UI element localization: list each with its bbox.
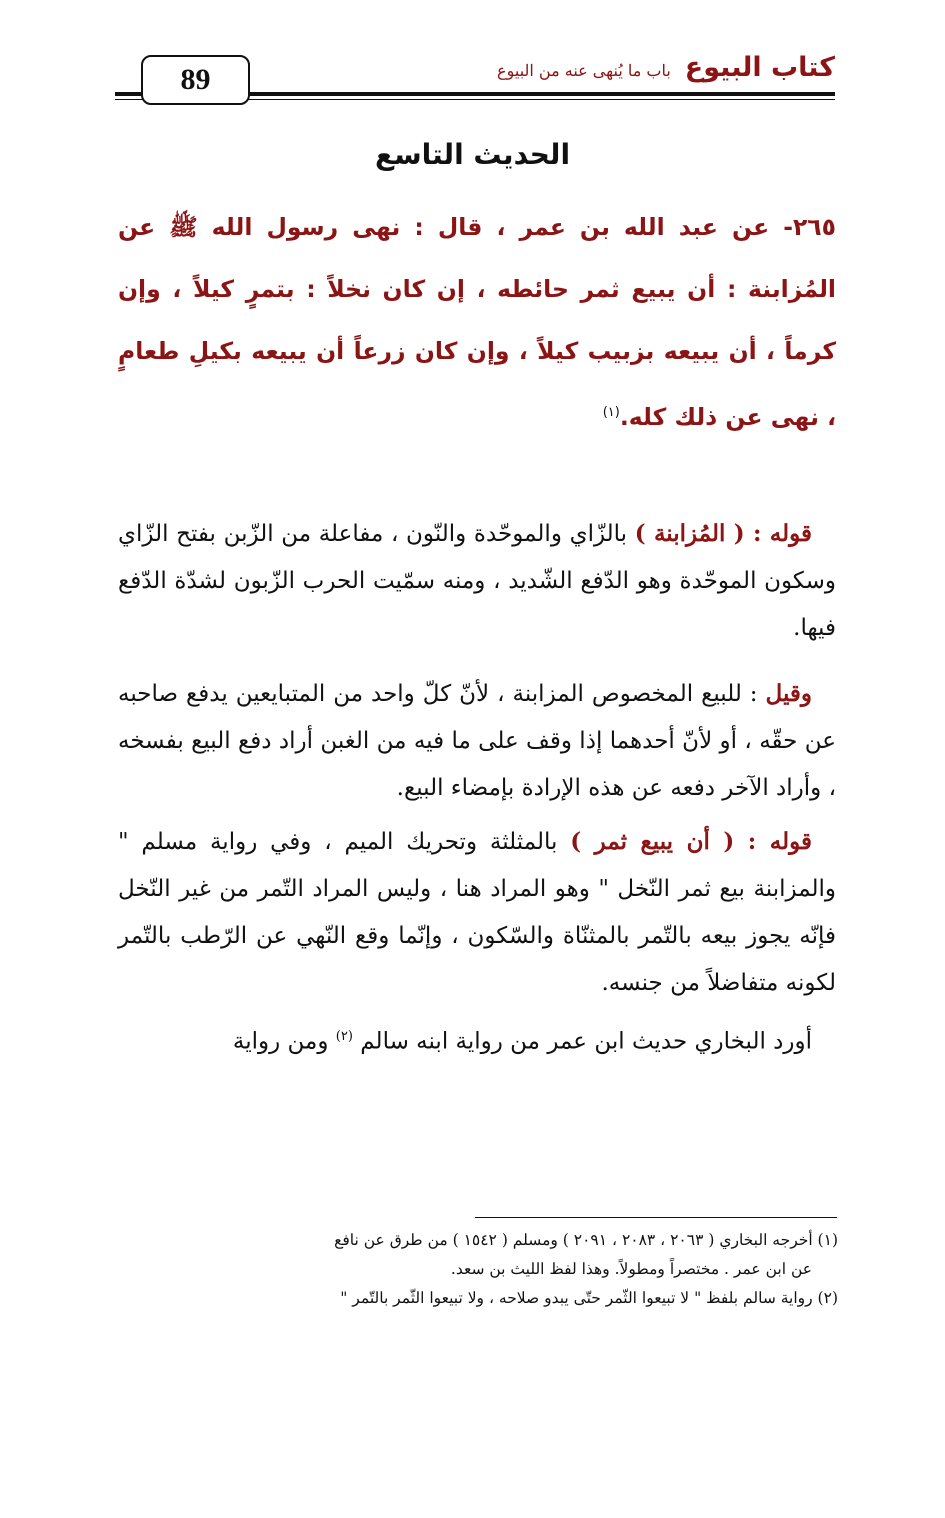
term-label: قوله : ( المُزابنة ): [634, 520, 812, 547]
footnote-separator: [475, 1217, 837, 1218]
chapter-title: باب ما يُنهى عنه من البيوع: [497, 61, 671, 80]
footnote-1-continued: عن ابن عمر . مختصراً ومطولاً. وهذا لفظ الليث بن سعد.: [450, 1260, 812, 1278]
section-title: الحديث التاسع: [374, 138, 571, 171]
paragraph-text: بالزّاي والموحّدة والنّون ، مفاعلة من الزّبن بفتح الزّاي وسكون الموحّدة وهو الدّفع الشّديد ، ومنه سمّيت الحرب الزّبون لشدّة الدّفع فيها.: [118, 521, 836, 641]
paragraph-bukhari: [118, 1013, 836, 1066]
term-label: وقيل: [765, 680, 812, 707]
paragraph-qila: [118, 670, 836, 812]
page-number: 89: [180, 63, 211, 96]
page-number-box: [141, 55, 250, 105]
hadith-text: [118, 196, 836, 448]
paragraph-text-end: ومن رواية: [232, 1028, 336, 1055]
running-header: [497, 52, 835, 83]
footnotes: [118, 1226, 838, 1313]
paragraph-thamar: [118, 818, 836, 1007]
footnote-ref-2: (٢): [335, 1029, 353, 1044]
hadith-body: ٢٦٥- عن عبد الله بن عمر ، قال : نهى رسول الله ﷺ عن المُزابنة : أن يبيع ثمر حائطه ، إن كان نخلاً : بتمرٍ كيلاً ، وإن كرماً ، أن يبيعه بزبيب كيلاً ، وإن كان زرعاً أن يبيعه بكيلِ طعامٍ ، نهى عن ذلك كله.: [118, 213, 836, 431]
footnote-ref-1: (١): [602, 405, 620, 420]
footnote-1: (١) أخرجه البخاري ( ٢٠٦٣ ، ٢٠٨٣ ، ٢٠٩١ ) ومسلم ( ١٥٤٢ ) من طرق عن نافع: [334, 1231, 838, 1249]
term-label: قوله : ( أن يبيع ثمر ): [570, 828, 812, 855]
paragraph-text: أورد البخاري حديث ابن عمر من رواية ابنه سالم: [352, 1028, 812, 1055]
paragraph-muzabana: [118, 510, 836, 652]
commentary: [118, 510, 836, 1084]
book-title: كتاب البيوع: [684, 52, 835, 83]
paragraph-text: بالمثلثة وتحريك الميم ، وفي رواية مسلم " والمزابنة بيع ثمر النّخل " وهو المراد هنا ، وليس المراد التّمر من غير النّخل فإنّه يجوز بيعه بالتّمر بالمثنّاة والسّكون ، وإنّما وقع النّهي عن الرّطب بالتّمر لكونه متفاضلاً من جنسه.: [118, 829, 836, 996]
paragraph-text: : للبيع المخصوص المزابنة ، لأنّ كلّ واحد من المتبايعين يدفع صاحبه عن حقّه ، أو لأنّ أحدهما إذا وقف على ما فيه من الغبن أراد دفع البيع بفسخه ، وأراد الآخر دفعه عن هذه الإرادة بإمضاء البيع.: [118, 681, 836, 801]
footnote-2: (٢) رواية سالم بلفظ " لا تبيعوا الثّمر حتّى يبدو صلاحه ، ولا تبيعوا الثّمر بالتّمر ": [340, 1289, 838, 1307]
